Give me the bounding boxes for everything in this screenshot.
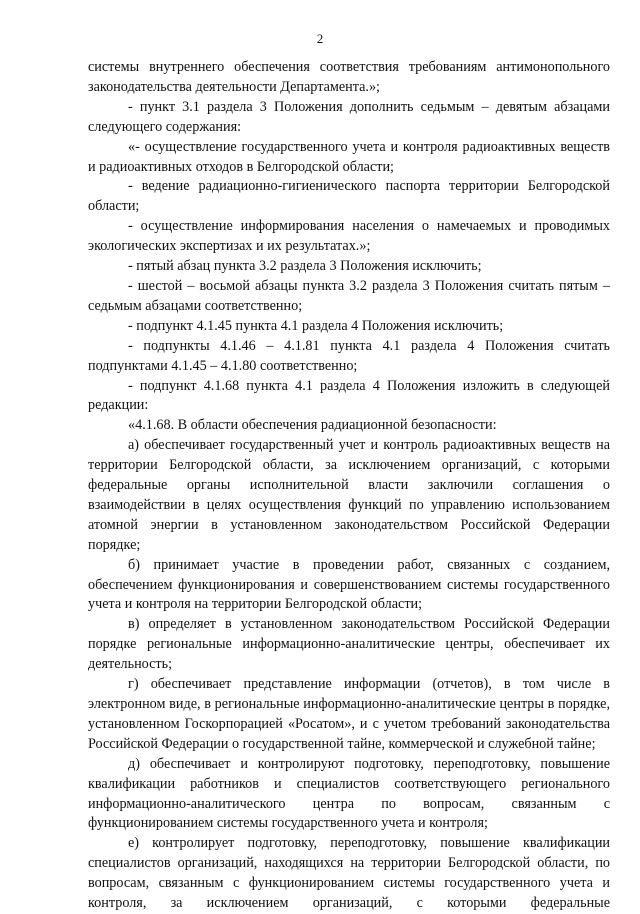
paragraph-item-b: б) принимает участие в проведении работ, связанных с созданием, обеспечением функционирования и совершенствованием системы государственного учета и контроля на территории Белгородской области; bbox=[88, 556, 610, 613]
paragraph-item-v: в) определяет в установленном законодательством Российской Федерации порядке региональные информационно-аналитические центры, обеспечивает их деятельность; bbox=[88, 616, 610, 673]
paragraph-quote-informing: - осуществление информирования населения о намечаемых и проводимых экологических экспертизах и их результатах.»; bbox=[88, 218, 610, 255]
page-number: 2 bbox=[316, 31, 324, 46]
paragraph-quote-passport: - ведение радиационно-гигиенического паспорта территории Белгородской области; bbox=[88, 178, 610, 215]
paragraph-amendment-3-2-exclude: - пятый абзац пункта 3.2 раздела 3 Положения исключить; bbox=[128, 258, 482, 275]
paragraph-amendment-4-1-45: - подпункт 4.1.45 пункта 4.1 раздела 4 Положения исключить; bbox=[128, 317, 504, 334]
paragraph-item-g: г) обеспечивает представление информации (отчетов), в том числе в электронном виде, в региональные информационно-аналитические центры в порядке, установленном Госкорпорацией «Росатом», и с учетом требований законодательства Российской Федерации о государственной тайне, коммерческой и служебной тайне; bbox=[88, 676, 610, 752]
paragraph-amendment-4-1-46: - подпункты 4.1.46 – 4.1.81 пункта 4.1 раздела 4 Положения считать подпунктами 4.1.45 – 4.1.80 соответственно; bbox=[88, 337, 610, 374]
paragraph-amendment-4-1-68: - подпункт 4.1.68 пункта 4.1 раздела 4 Положения изложить в следующей редакции: bbox=[88, 377, 610, 414]
paragraph-item-d: д) обеспечивает и контролируют подготовку, переподготовку, повышение квалификации работников и специалистов соответствующего регионального информационно-аналитического центра по вопросам, связанным с функционированием системы государственного учета и контроля; bbox=[88, 755, 610, 832]
paragraph-item-a: а) обеспечивает государственный учет и контроль радиоактивных веществ на территории Белгородской области, за исключением организаций, с которыми федеральные органы исполнительной власти заключили соглашения о взаимодействии в целях осуществления функций по управлению использованием атомной энергии в установленном законодательством Российской Федерации порядке; bbox=[88, 437, 610, 553]
document-body bbox=[88, 58, 610, 914]
paragraph-quote-state-accounting: «- осуществление государственного учета и контроля радиоактивных веществ и радиоактивных отходов в Белгородской области; bbox=[88, 138, 610, 175]
paragraph-amendment-3-2-renumber: - шестой – восьмой абзацы пункта 3.2 раздела 3 Положения считать пятым – седьмым абзацами соответственно; bbox=[88, 277, 610, 314]
paragraph-continuation: системы внутреннего обеспечения соответствия требованиям антимонопольного законодательства деятельности Департамента.»; bbox=[88, 59, 610, 95]
paragraph-item-e: е) контролирует подготовку, переподготовку, повышение квалификации специалистов организаций, находящихся на территории Белгородской области, по вопросам, связанным с функционированием системы государственного учета и контроля, за исключением организаций, с которыми федеральные bbox=[88, 835, 610, 912]
paragraph-amendment-3-1: - пункт 3.1 раздела 3 Положения дополнить седьмым – девятым абзацами следующего содержания: bbox=[88, 98, 610, 135]
paragraph-4-1-68-heading: «4.1.68. В области обеспечения радиационной безопасности: bbox=[128, 417, 497, 434]
